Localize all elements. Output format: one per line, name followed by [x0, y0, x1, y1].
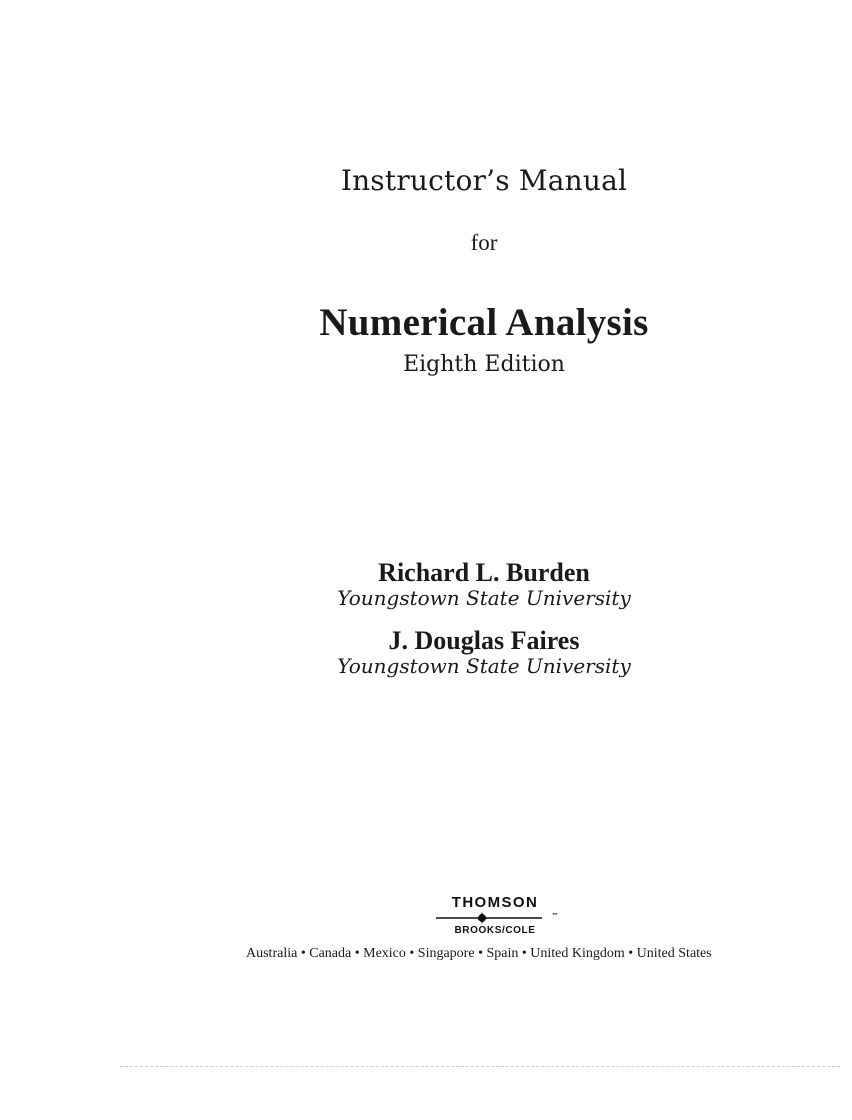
manual-title: Instructor’s Manual	[340, 164, 628, 197]
location-item: Singapore	[417, 946, 475, 961]
location-item: Mexico	[363, 946, 406, 961]
bullet-separator: •	[351, 946, 364, 961]
bullet-separator: •	[474, 946, 487, 961]
bullet-separator: •	[297, 946, 310, 961]
location-item: United States	[636, 946, 712, 961]
book-title: Numerical Analysis	[319, 301, 649, 344]
location-item: Canada	[309, 946, 352, 961]
bullet-separator: •	[405, 946, 418, 961]
author-affiliation-2: Youngstown State University	[337, 654, 631, 678]
logo-wordmark: THOMSON	[451, 894, 539, 911]
logo-subtitle: BROOKS/COLE	[454, 925, 536, 936]
for-line: for	[470, 230, 498, 255]
location-item: Spain	[486, 946, 519, 961]
location-item: Australia	[246, 946, 298, 961]
bullet-separator: •	[624, 946, 637, 961]
bullet-separator: •	[518, 946, 531, 961]
star-icon	[476, 912, 488, 924]
edition-label: Eighth Edition	[403, 352, 565, 377]
location-item: United Kingdom	[530, 946, 625, 961]
publisher-locations	[246, 946, 766, 962]
author-affiliation-1: Youngstown State University	[337, 586, 631, 610]
publisher-logo	[426, 894, 564, 936]
trademark-mark: ™	[552, 913, 558, 919]
scan-edge-line	[120, 1066, 840, 1067]
author-name-1: Richard L. Burden	[378, 558, 590, 587]
logo-star-rule	[430, 911, 560, 925]
author-name-2: J. Douglas Faires	[388, 626, 580, 655]
